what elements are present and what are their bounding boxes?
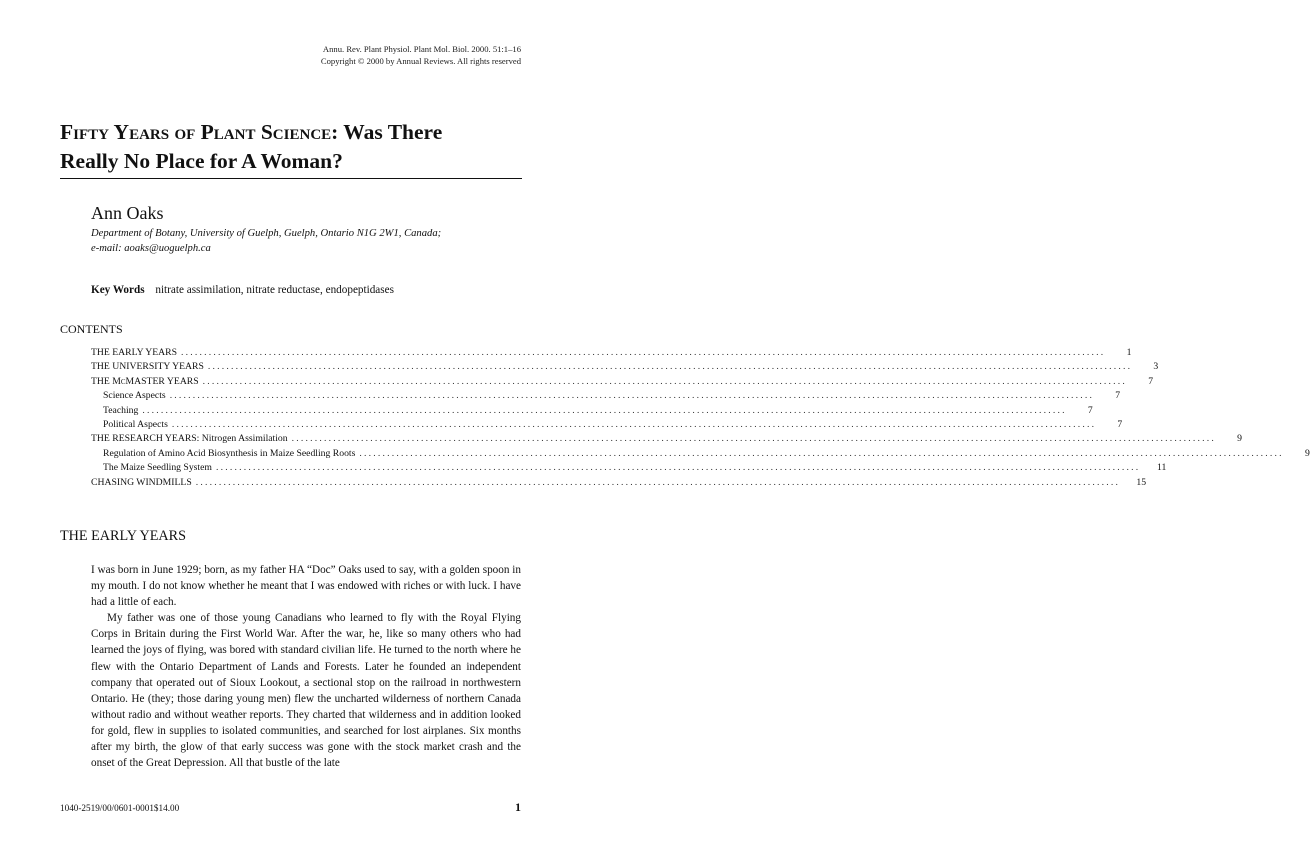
- toc-label: CHASING WINDMILLS: [91, 476, 192, 488]
- body-text: [91, 562, 521, 771]
- toc-leader: ........................................................................................................................................................................................................: [195, 476, 1121, 488]
- toc-subentry[interactable]: [91, 404, 1093, 418]
- toc-label: The Maize Seedling System: [103, 462, 212, 474]
- title-line-1: [60, 118, 520, 147]
- author-affiliation: [91, 226, 521, 256]
- toc-entry[interactable]: [91, 432, 1242, 446]
- footer-code: 1040-2519/00/0601-0001$14.00: [60, 803, 180, 813]
- toc-page: 7: [1148, 375, 1154, 387]
- toc-label: THE EARLY YEARS: [91, 347, 178, 358]
- table-of-contents: [91, 346, 1310, 490]
- toc-label-part: c: [120, 375, 126, 387]
- toc-page: 7: [1087, 404, 1093, 416]
- toc-leader: ........................................................................................................................................................................................................: [142, 404, 1067, 416]
- contents-heading: CONTENTS: [60, 322, 123, 336]
- keywords-value: nitrate assimilation, nitrate reductase, endopeptidases: [155, 284, 394, 296]
- toc-subentry[interactable]: [91, 389, 1121, 403]
- toc-page: 9: [1304, 447, 1310, 459]
- toc-leader: ........................................................................................................................................................................................................: [291, 433, 1216, 445]
- affiliation-line: Department of Botany, University of Guelph, Guelph, Ontario N1G 2W1, Canada;: [91, 228, 442, 239]
- toc-subentry[interactable]: [91, 447, 1310, 461]
- toc-leader: ........................................................................................................................................................................................................: [359, 447, 1284, 459]
- title-smallcaps-part: Fifty Years of Plant Science: [60, 120, 332, 144]
- toc-page: 11: [1157, 462, 1167, 474]
- toc-label: THE RESEARCH YEARS: Nitrogen Assimilation: [91, 433, 288, 445]
- toc-label-part: THE M: [91, 375, 121, 387]
- paragraph: My father was one of those young Canadians who learned to fly with the Royal Flying Corps in Britain during the First World War. After the war, he, like so many others who had learned the joys of flying, was bored with standard civilian life. He turned to the north where he flew with the Ontario Department of Lands and Forests. Later he founded an independent company that operated out of Sioux Lookout, a sectional stop on the railroad in northwestern Ontario. He (they; those daring young men) flew the uncharted wilderness of northern Canada without radio and without weather reports. They charted that wilderness and in addition looked for gold, flew in supplies to isolated communities, and searched for lost airplanes. Six months after my birth, the glow of that early success was gone with the stock market crash and the onset of the Great Depression. All that bustle of the late: [91, 612, 521, 770]
- toc-label: Regulation of Amino Acid Biosynthesis in Maize Seedling Roots: [103, 447, 356, 459]
- running-head: [321, 43, 521, 67]
- toc-leader: ........................................................................................................................................................................................................: [169, 390, 1095, 402]
- toc-label: Teaching: [103, 404, 139, 416]
- toc-entry[interactable]: [91, 346, 1132, 360]
- author-name: Ann Oaks: [91, 203, 164, 223]
- toc-label: Science Aspects: [103, 390, 166, 402]
- copyright-line: Copyright © 2000 by Annual Reviews. All rights reserved: [320, 56, 521, 66]
- article-title: [60, 118, 520, 176]
- toc-label: Political Aspects: [103, 418, 168, 430]
- title-divider: [60, 178, 522, 179]
- toc-page: 9: [1237, 433, 1242, 445]
- toc-entry[interactable]: [91, 360, 1159, 374]
- toc-subentry[interactable]: [91, 418, 1123, 432]
- toc-leader: ........................................................................................................................................................................................................: [171, 418, 1097, 430]
- toc-entry[interactable]: [91, 375, 1154, 389]
- toc-page: 1: [1126, 347, 1132, 358]
- keywords-label: Key Words: [91, 284, 145, 296]
- toc-page: 15: [1136, 476, 1147, 488]
- keywords: [91, 283, 394, 297]
- citation-line: Annu. Rev. Plant Physiol. Plant Mol. Biol. 2000. 51:1–16: [322, 44, 521, 54]
- toc-label-part: MASTER YEARS: [125, 375, 199, 387]
- section-heading: THE EARLY YEARS: [60, 528, 186, 544]
- email-line: e-mail: aoaks@uoguelph.ca: [91, 243, 211, 254]
- toc-label: [91, 375, 199, 389]
- title-line-2: Really No Place for A Woman?: [60, 149, 343, 173]
- toc-page: 7: [1117, 418, 1123, 430]
- paragraph: I was born in June 1929; born, as my father HA “Doc” Oaks used to say, with a golden spoon in my mouth. I do not know whether he meant that I was endowed with riches or with luck. I have had a little of each.: [91, 564, 521, 609]
- page-number: 1: [515, 800, 521, 814]
- toc-entry[interactable]: [91, 476, 1147, 490]
- toc-leader: ........................................................................................................................................................................................................: [215, 462, 1141, 474]
- toc-leader: ........................................................................................................................................................................................................: [181, 347, 1106, 358]
- toc-label: THE UNIVERSITY YEARS: [91, 361, 204, 373]
- toc-page: 7: [1115, 390, 1121, 402]
- toc-page: 3: [1153, 361, 1159, 373]
- toc-subentry[interactable]: [91, 461, 1167, 475]
- toc-leader: ........................................................................................................................................................................................................: [202, 375, 1128, 387]
- title-tail: : Was There: [331, 120, 443, 144]
- toc-leader: ........................................................................................................................................................................................................: [207, 361, 1133, 373]
